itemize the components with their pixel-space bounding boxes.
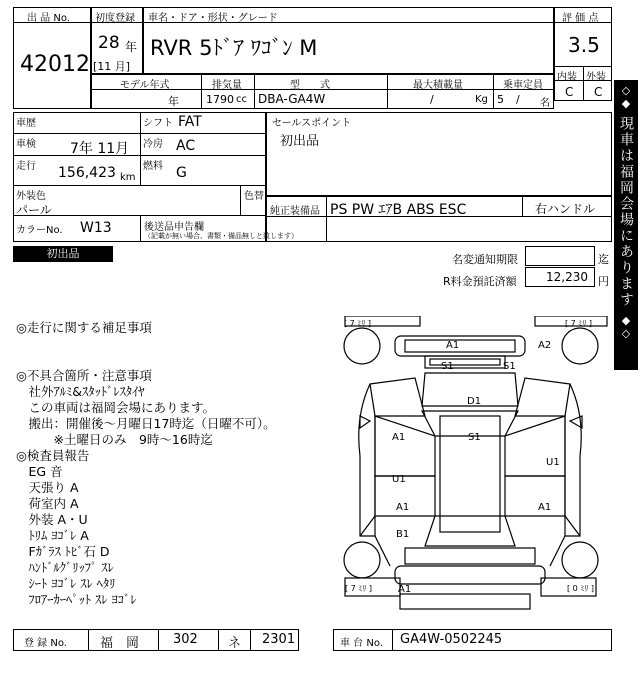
remark-line: ﾊﾝﾄﾞﾙｸﾞﾘｯﾌﾟ ｽﾚ	[16, 560, 114, 575]
shift: FAT	[178, 114, 202, 130]
remark-line: 外装 A・U	[16, 512, 88, 527]
color-no: W13	[80, 220, 112, 236]
tire-front-right: [ 7 ﾐﾘ ]	[565, 319, 592, 328]
lot-no: 42012	[20, 52, 90, 77]
remark-line: ◎不具合箇所・注意事項	[16, 368, 152, 383]
exterior-label: 外装	[586, 72, 606, 83]
side-banner	[614, 80, 638, 370]
mileage: 156,423	[58, 165, 116, 181]
damage-b1: B1	[396, 529, 410, 540]
shift-label: シフト	[143, 118, 173, 129]
displacement: 1790	[206, 93, 234, 106]
chassis-number: GA4W-0502245	[400, 632, 503, 647]
chassis-label: 車 台 No.	[340, 638, 383, 649]
reg-class: 302	[173, 632, 198, 647]
mileage-label: 走行	[16, 161, 36, 172]
damage-u1-right: U1	[546, 457, 560, 468]
damage-a1-front: A1	[446, 340, 460, 351]
remark-line: 社外ｱﾙﾐ&ｽﾀｯﾄﾞﾚｽﾀｲﾔ	[16, 384, 145, 399]
max-load-label: 最大積載量	[413, 80, 463, 91]
reg-area: 福 岡	[100, 636, 140, 651]
first-reg-month: [11 月]	[93, 60, 131, 73]
exterior-grade: C	[594, 85, 603, 99]
reg-label: 登 録 No.	[24, 638, 67, 649]
recycle-value: 12,230	[546, 270, 588, 284]
recycle-label: R料金預託済額	[443, 275, 517, 288]
score: 3.5	[568, 33, 600, 57]
recycle-unit: 円	[598, 275, 609, 288]
model-year-label: モデル年式	[120, 80, 170, 91]
equipment-label: 純正装備品	[270, 206, 320, 217]
name-change-value	[525, 246, 595, 266]
score-label: 評 価 点	[562, 13, 599, 24]
aircon: AC	[176, 138, 196, 154]
interior-grade: C	[565, 85, 574, 99]
steering: 右ハンドル	[535, 202, 596, 216]
first-reg-label: 初度登録	[95, 13, 135, 24]
damage-a1-left-door: A1	[392, 432, 406, 443]
remark-line: ﾌﾛｱｰｶｰﾍﾟｯﾄ ｽﾚ ﾖｺﾞﾚ	[16, 592, 137, 607]
remark-line: Fｶﾞﾗｽ ﾄﾋﾞ石 D	[16, 544, 110, 559]
capacity-sep: /	[516, 93, 520, 106]
interior-label: 内装	[557, 72, 577, 83]
displacement-label: 排気量	[212, 80, 242, 91]
year-unit: 年	[125, 40, 138, 54]
inspection: 7年 11月	[70, 141, 130, 157]
side-banner-top-mark: ◇◆	[619, 84, 633, 110]
remark-line: この車両は福岡会場にあります。	[16, 400, 216, 415]
sales-point-label: セールスポイント	[272, 118, 352, 129]
aircon-label: 冷房	[143, 139, 163, 150]
car-name: RVR 5ﾄﾞｱ ﾜｺﾞﾝ M	[150, 36, 318, 60]
remark-line: 天張り A	[16, 480, 79, 495]
aftermarket-note: （記載が無い場合、書類・備品無しと致します）	[144, 232, 298, 240]
damage-u1-left: U1	[392, 474, 406, 485]
remark-line: ｼｰﾄ ﾖｺﾞﾚ ｽﾚ ﾍﾀﾘ	[16, 576, 116, 591]
tire-rear-left: [ 7 ﾐﾘ ]	[345, 584, 372, 593]
sales-point-text: 初出品	[280, 134, 320, 149]
history-label: 車歴	[16, 118, 36, 129]
name-change-label: 名変通知期限	[452, 253, 518, 266]
damage-a1-lower-right: A1	[538, 502, 552, 513]
side-banner-text: 現車は福岡会場にあります	[618, 116, 634, 308]
remark-line: ◎検査員報告	[16, 448, 90, 463]
damage-s1-roof: S1	[468, 432, 481, 443]
ext-color: パール	[16, 203, 52, 217]
tire-front-left: [ 7 ﾐﾘ ]	[344, 319, 371, 328]
reg-kana: ネ	[228, 636, 242, 651]
mileage-unit: km	[120, 172, 136, 183]
model-label: 型 式	[290, 80, 330, 91]
damage-d1: D1	[467, 396, 482, 407]
aftermarket-label: 後送品申告欄	[144, 222, 204, 233]
ext-color-label: 外装色	[16, 191, 46, 202]
damage-a1-lower-left: A1	[396, 502, 410, 513]
reg-number: 2301	[262, 632, 296, 647]
capacity: 5	[497, 93, 504, 106]
color-change-label: 色替	[244, 191, 264, 202]
tire-rear-right: [ 0 ﾐﾘ ]	[567, 584, 594, 593]
damage-s1-left: S1	[441, 361, 454, 372]
first-listing-banner: 初出品	[13, 246, 113, 262]
lot-no-label: 出 品 No.	[27, 13, 70, 24]
remark-line: ◎走行に関する補足事項	[16, 320, 152, 335]
remark-line: ※土曜日のみ 9時～16時迄	[16, 432, 213, 447]
car-name-label: 車名・ドア・形状・グレード	[148, 13, 278, 24]
remark-line: ﾄﾘﾑ ﾖｺﾞﾚ A	[16, 528, 89, 543]
remark-line: 荷室内 A	[16, 496, 79, 511]
fuel: G	[176, 165, 187, 181]
displacement-unit: cc	[236, 94, 247, 105]
car-damage-diagram	[330, 316, 612, 616]
capacity-unit: 名	[540, 98, 550, 109]
max-load: /	[430, 93, 434, 106]
equipment-items: PS PW ｴｱB ABS ESC	[330, 202, 467, 218]
model-year-unit: 年	[168, 95, 179, 108]
capacity-label: 乗車定員	[503, 80, 543, 91]
damage-a1-rear: A1	[398, 584, 412, 595]
damage-a2-front: A2	[538, 340, 552, 351]
side-banner-bottom-mark: ◆◇	[619, 314, 633, 340]
inspection-label: 車検	[16, 139, 36, 150]
damage-s1-right: S1	[503, 361, 516, 372]
color-no-label: カラーNo.	[16, 225, 63, 236]
first-reg-year: 28	[98, 33, 120, 53]
remark-line: 搬出：開催後～月曜日17時迄（日曜不可）。	[16, 416, 276, 431]
model: DBA-GA4W	[258, 92, 326, 106]
fuel-label: 燃料	[143, 161, 163, 172]
remark-line: EG 音	[16, 464, 63, 479]
name-change-unit: 迄	[598, 253, 609, 266]
max-load-unit: Kg	[475, 94, 488, 105]
